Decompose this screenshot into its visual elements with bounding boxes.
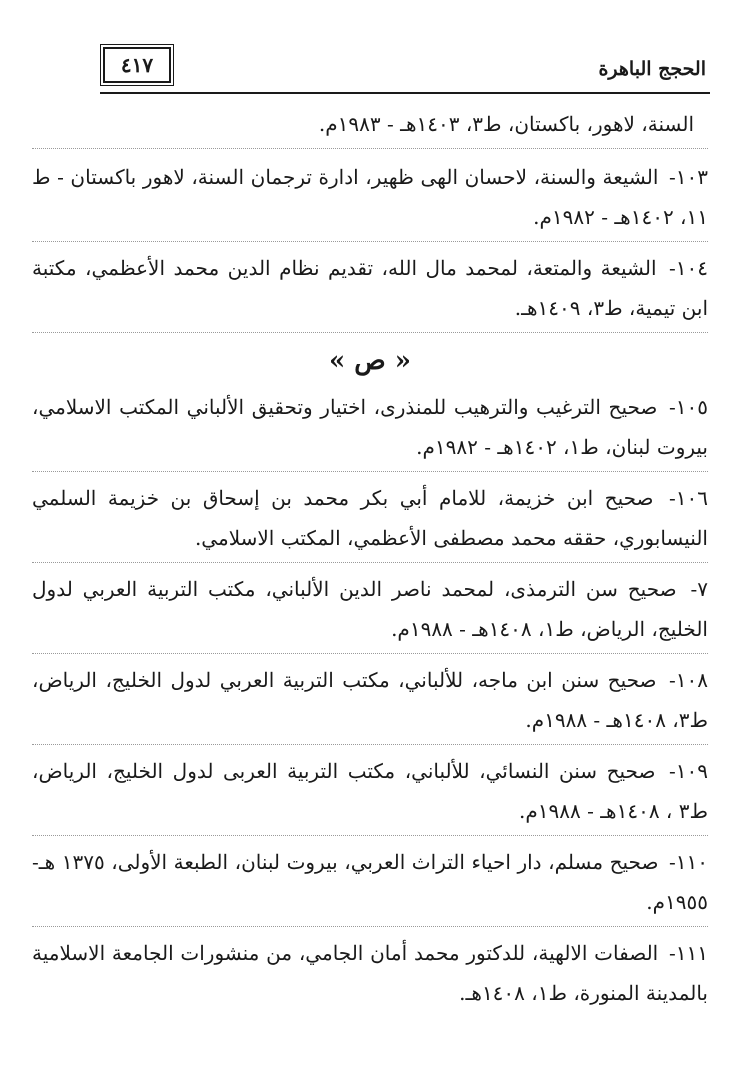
header-rule [100, 92, 710, 94]
running-title: الحجج الباهرة [598, 58, 706, 80]
bibliography-list [32, 104, 708, 1023]
entry-number: ١٠٨- [669, 668, 708, 692]
entry-text: صحيح ابن خزيمة، للامام أبي بكر محمد بن إسحاق بن خزيمة السلمي النيسابوري، حققه محمد مصطفى الأعظمي، المكتب الاسلامي. [32, 486, 708, 550]
bibliography-entry [32, 248, 708, 333]
entry-number: ١٠٤- [669, 256, 708, 280]
entry-text: صحيح سنن ابن ماجه، للألباني، مكتب التربية العربي لدول الخليج، الرياض، ط٣، ١٤٠٨هـ - ١٩٨٨م. [32, 668, 708, 732]
bibliography-entry [32, 842, 708, 927]
entry-number: ١٠٦- [669, 486, 708, 510]
entry-number: ١١١- [669, 941, 708, 965]
entry-number: ١٠٥- [669, 395, 708, 419]
bibliography-entry [32, 933, 708, 1017]
entry-text: صحيح سن الترمذى، لمحمد ناصر الدين الألباني، مكتب التربية العربي لدول الخليج، الرياض، ط١، ١٤٠٨هـ - ١٩٨٨م. [32, 577, 708, 641]
entry-text: صحيح الترغيب والترهيب للمنذرى، اختيار وتحقيق الألباني المكتب الاسلامي، بيروت لبنان، ط١، ١٤٠٢هـ - ١٩٨٢م. [32, 395, 708, 459]
continued-entry: السنة، لاهور، باكستان، ط٣، ١٤٠٣هـ - ١٩٨٣م. [32, 104, 708, 149]
entry-text: الصفات الالهية، للدكتور محمد أمان الجامي، من منشورات الجامعة الاسلامية بالمدينة المنورة، ط١، ١٤٠٨هـ. [32, 941, 708, 1005]
page-number: ٤١٧ [103, 47, 171, 83]
bibliography-entry [32, 478, 708, 563]
bibliography-entry [32, 387, 708, 472]
bibliography-entry [32, 569, 708, 654]
entry-number: ٧- [690, 577, 709, 601]
entry-number: ١٠٩- [669, 759, 709, 783]
entry-text: صحيح سنن النسائي، للألباني، مكتب التربية العربى لدول الخليج، الرياض، ط٣ ، ١٤٠٨هـ - ١٩٨٨م. [32, 759, 708, 823]
entry-number: ١٠٣- [669, 165, 708, 189]
bibliography-entry [32, 751, 708, 836]
entry-text: الشيعة والسنة، لاحسان الهى ظهير، ادارة ترجمان السنة، لاهور باكستان - ط ١١، ١٤٠٢هـ - ١٩٨٢م. [32, 165, 708, 229]
bibliography-entry [32, 660, 708, 745]
bibliography-entry [32, 157, 708, 242]
entry-number: ١١٠- [669, 850, 708, 874]
entry-text: الشيعة والمتعة، لمحمد مال الله، تقديم نظام الدين محمد الأعظمي، مكتبة ابن تيمية، ط٣، ١٤٠٩هـ. [32, 256, 708, 320]
entry-text: صحيح مسلم، دار احياء التراث العربي، بيروت لبنان، الطبعة الأولى، ١٣٧٥ هـ- ١٩٥٥م. [32, 850, 708, 914]
section-heading: « ص » [328, 346, 412, 376]
